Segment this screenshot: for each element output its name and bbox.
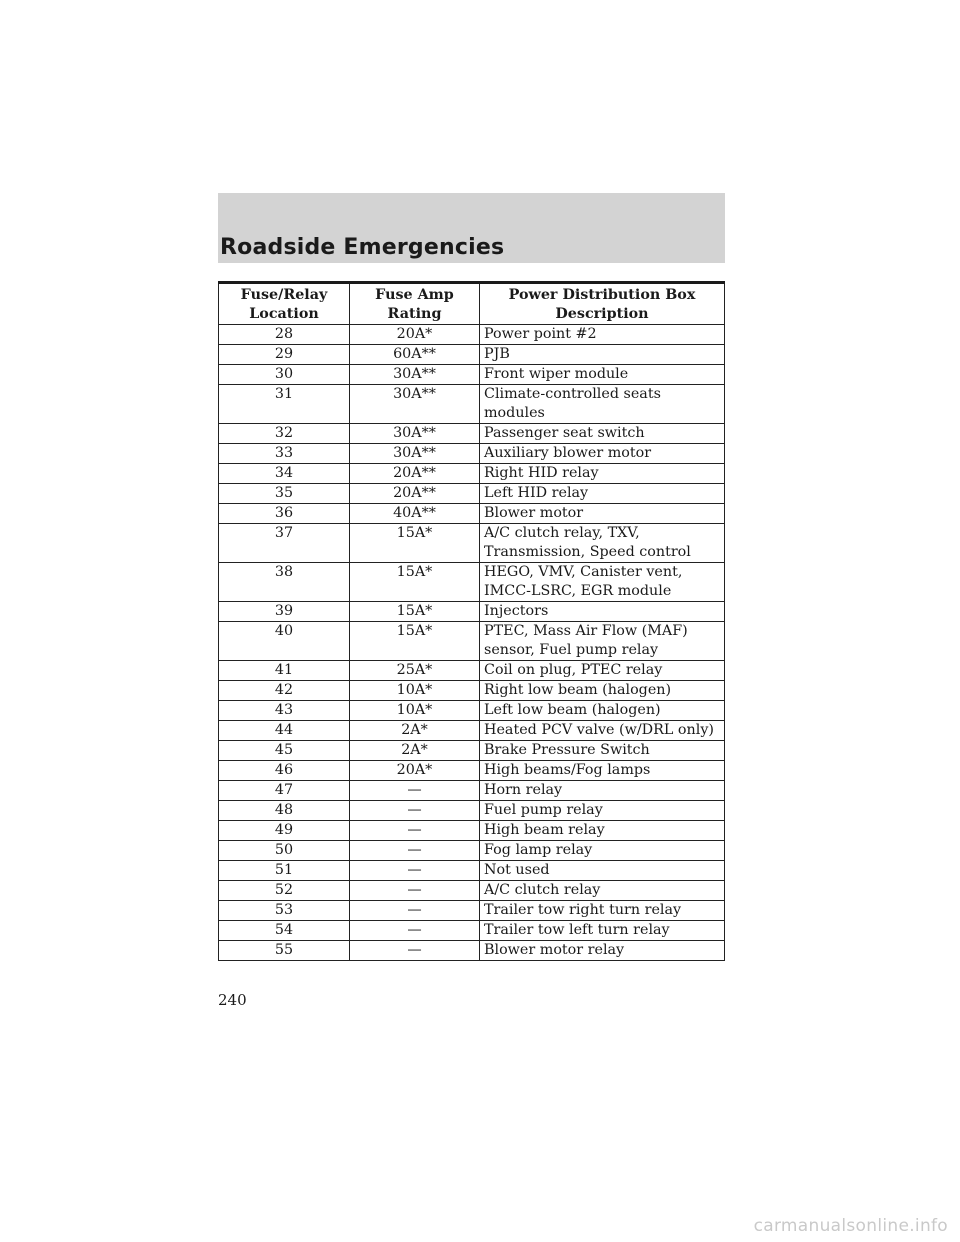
cell-rating: 20A** [350, 484, 480, 504]
cell-description [480, 701, 725, 721]
description-line: Blower motor relay [484, 942, 625, 958]
cell-description [480, 741, 725, 761]
header-description-line-2: Description [555, 306, 649, 322]
description-line: Right low beam (halogen) [484, 682, 672, 698]
cell-description [480, 861, 725, 881]
table-row [219, 861, 725, 881]
table-row [219, 761, 725, 781]
cell-description [480, 661, 725, 681]
description-line: Injectors [484, 603, 549, 619]
header-rating [350, 283, 480, 325]
cell-description [480, 881, 725, 901]
cell-rating: — [350, 861, 480, 881]
cell-location: 48 [219, 801, 350, 821]
description-line: Trailer tow right turn relay [484, 902, 682, 918]
cell-description [480, 563, 725, 602]
cell-location: 38 [219, 563, 350, 602]
cell-description [480, 424, 725, 444]
table-row [219, 721, 725, 741]
cell-location: 53 [219, 901, 350, 921]
cell-description [480, 781, 725, 801]
section-header [218, 193, 725, 263]
cell-rating: 20A* [350, 325, 480, 345]
description-line: Horn relay [484, 782, 563, 798]
cell-description [480, 444, 725, 464]
header-location-line-1: Fuse/Relay [240, 287, 328, 303]
description-line: Power point #2 [484, 326, 597, 342]
cell-location: 34 [219, 464, 350, 484]
cell-rating: 60A** [350, 345, 480, 365]
table-row [219, 701, 725, 721]
table-row [219, 921, 725, 941]
cell-rating: 2A* [350, 721, 480, 741]
table-row [219, 444, 725, 464]
table-row [219, 524, 725, 563]
table-row [219, 841, 725, 861]
cell-location: 35 [219, 484, 350, 504]
cell-location: 28 [219, 325, 350, 345]
cell-location: 44 [219, 721, 350, 741]
cell-description [480, 681, 725, 701]
table-row [219, 464, 725, 484]
cell-location: 47 [219, 781, 350, 801]
description-line: Left HID relay [484, 485, 589, 501]
cell-rating: 10A* [350, 681, 480, 701]
cell-rating: — [350, 841, 480, 861]
table-row [219, 622, 725, 661]
cell-description [480, 761, 725, 781]
cell-description [480, 941, 725, 961]
description-line: HEGO, VMV, Canister vent, [484, 564, 683, 580]
cell-location: 37 [219, 524, 350, 563]
description-line: Transmission, Speed control [484, 544, 691, 560]
table-row [219, 563, 725, 602]
cell-rating: 15A* [350, 602, 480, 622]
cell-location: 55 [219, 941, 350, 961]
cell-rating: 40A** [350, 504, 480, 524]
table-row [219, 801, 725, 821]
table-row [219, 681, 725, 701]
cell-rating: — [350, 921, 480, 941]
table-row [219, 484, 725, 504]
cell-description [480, 622, 725, 661]
cell-description [480, 602, 725, 622]
cell-location: 39 [219, 602, 350, 622]
table-row [219, 385, 725, 424]
description-line: Front wiper module [484, 366, 629, 382]
page-number: 240 [218, 991, 247, 1009]
cell-description [480, 801, 725, 821]
description-line: A/C clutch relay [484, 882, 601, 898]
table-row [219, 881, 725, 901]
table-body [219, 325, 725, 961]
table-row [219, 345, 725, 365]
cell-location: 43 [219, 701, 350, 721]
cell-location: 29 [219, 345, 350, 365]
cell-rating: 15A* [350, 563, 480, 602]
cell-description [480, 841, 725, 861]
description-line: Passenger seat switch [484, 425, 645, 441]
cell-rating: 20A* [350, 761, 480, 781]
cell-location: 50 [219, 841, 350, 861]
header-rating-line-1: Fuse Amp [375, 287, 454, 303]
header-location-line-2: Location [249, 306, 319, 322]
table-row [219, 741, 725, 761]
table-row [219, 941, 725, 961]
cell-rating: 15A* [350, 524, 480, 563]
table-row [219, 365, 725, 385]
cell-location: 32 [219, 424, 350, 444]
description-line: sensor, Fuel pump relay [484, 642, 659, 658]
cell-rating: — [350, 821, 480, 841]
cell-rating: 30A** [350, 385, 480, 424]
description-line: PTEC, Mass Air Flow (MAF) [484, 623, 688, 639]
cell-description [480, 484, 725, 504]
cell-location: 51 [219, 861, 350, 881]
cell-description [480, 524, 725, 563]
description-line: Right HID relay [484, 465, 599, 481]
cell-location: 46 [219, 761, 350, 781]
description-line: Fog lamp relay [484, 842, 593, 858]
cell-location: 40 [219, 622, 350, 661]
description-line: PJB [484, 346, 510, 362]
cell-location: 49 [219, 821, 350, 841]
table-row [219, 424, 725, 444]
cell-rating: 25A* [350, 661, 480, 681]
description-line: Blower motor [484, 505, 584, 521]
header-rating-line-2: Rating [387, 306, 442, 322]
cell-description [480, 504, 725, 524]
description-line: Auxiliary blower motor [484, 445, 652, 461]
description-line: High beam relay [484, 822, 605, 838]
description-line: Left low beam (halogen) [484, 702, 661, 718]
description-line: Not used [484, 862, 550, 878]
description-line: Coil on plug, PTEC relay [484, 662, 663, 678]
cell-rating: — [350, 941, 480, 961]
cell-location: 45 [219, 741, 350, 761]
cell-description [480, 721, 725, 741]
table-row [219, 821, 725, 841]
cell-location: 36 [219, 504, 350, 524]
cell-rating: 10A* [350, 701, 480, 721]
description-line: Climate-controlled seats modules [484, 386, 661, 421]
cell-location: 52 [219, 881, 350, 901]
description-line: Heated PCV valve (w/DRL only) [484, 722, 714, 738]
cell-rating: 30A** [350, 424, 480, 444]
cell-location: 30 [219, 365, 350, 385]
cell-rating: 15A* [350, 622, 480, 661]
cell-description [480, 464, 725, 484]
watermark: carmanualsonline.info [753, 1216, 948, 1236]
cell-rating: 30A** [350, 365, 480, 385]
cell-location: 42 [219, 681, 350, 701]
table-row [219, 661, 725, 681]
table-row [219, 504, 725, 524]
cell-location: 31 [219, 385, 350, 424]
cell-description [480, 385, 725, 424]
header-row [219, 283, 725, 325]
table-row [219, 901, 725, 921]
header-description [480, 283, 725, 325]
table-header [219, 283, 725, 325]
table-row [219, 602, 725, 622]
cell-rating: — [350, 901, 480, 921]
cell-rating: 30A** [350, 444, 480, 464]
description-line: Brake Pressure Switch [484, 742, 650, 758]
cell-location: 41 [219, 661, 350, 681]
description-line: A/C clutch relay, TXV, [484, 525, 640, 541]
cell-rating: — [350, 801, 480, 821]
cell-description [480, 325, 725, 345]
cell-rating: — [350, 781, 480, 801]
cell-rating: 20A** [350, 464, 480, 484]
cell-description [480, 821, 725, 841]
header-location [219, 283, 350, 325]
cell-description [480, 921, 725, 941]
cell-rating: 2A* [350, 741, 480, 761]
section-title: Roadside Emergencies [220, 235, 505, 260]
cell-location: 33 [219, 444, 350, 464]
table-row [219, 781, 725, 801]
description-line: Trailer tow left turn relay [484, 922, 670, 938]
header-description-line-1: Power Distribution Box [508, 287, 696, 303]
table-row [219, 325, 725, 345]
cell-description [480, 365, 725, 385]
cell-description [480, 345, 725, 365]
cell-description [480, 901, 725, 921]
cell-rating: — [350, 881, 480, 901]
description-line: IMCC-LSRC, EGR module [484, 583, 672, 599]
cell-location: 54 [219, 921, 350, 941]
fuse-table [218, 281, 725, 961]
description-line: Fuel pump relay [484, 802, 603, 818]
description-line: High beams/Fog lamps [484, 762, 651, 778]
